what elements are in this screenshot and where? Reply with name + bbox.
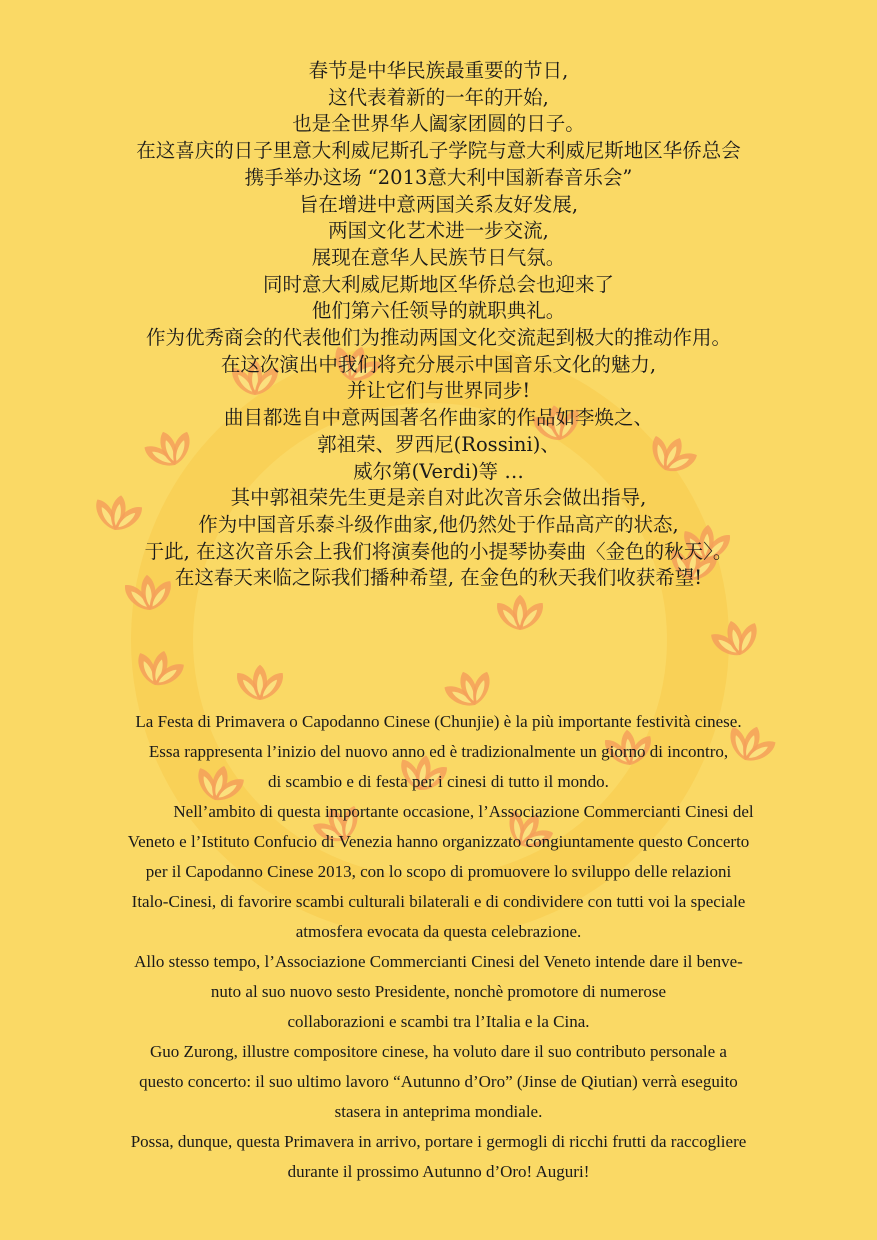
it-line: La Festa di Primavera o Capodanno Cinese (Chunjie) è la più importante festività cinese. (135, 712, 742, 731)
cn-line: 旨在增进中意两国关系友好发展, (298, 192, 579, 216)
it-line: atmosfera evocata da questa celebrazione. (295, 922, 582, 941)
it-line: Guo Zurong, illustre compositore cinese, ha voluto dare il suo contributo personale a (150, 1042, 727, 1061)
flower-icon (232, 665, 288, 705)
it-line: nuto al suo nuovo sesto Presidente, nonchè promotore di numerose (210, 982, 667, 1001)
it-line: di scambio e di festa per i cinesi di tutto il mondo. (268, 772, 609, 791)
it-line: durante il prossimo Autunno d’Oro! Auguri! (287, 1162, 590, 1181)
cn-line: 在这次演出中我们将充分展示中国音乐文化的魅力, (220, 352, 657, 376)
cn-line: 曲目都选自中意两国著名作曲家的作品如李焕之、 (223, 406, 653, 430)
cn-line: 并让它们与世界同步! (346, 379, 531, 403)
cn-line: 威尔第(Verdi)等 … (353, 459, 524, 483)
it-line: Essa rappresenta l’inizio del nuovo anno ed è tradizionalmente un giorno di incontro, (148, 742, 729, 761)
italian-intro-text (0, 707, 877, 1187)
cn-line: 作为中国音乐泰斗级作曲家,他仍然处于作品高产的状态, (198, 512, 679, 536)
cn-line: 展现在意华人民族节日气氛。 (311, 245, 566, 269)
it-line: questo concerto: il suo ultimo lavoro “Autunno d’Oro” (Jinse de Qiutian) verrà eseguito (139, 1072, 738, 1091)
it-line: Veneto e l’Istituto Confucio di Venezia hanno organizzato congiuntamente questo Concerto (127, 832, 750, 851)
cn-line: 在这春天来临之际我们播种希望, 在金色的秋天我们收获希望! (174, 566, 703, 590)
cn-line: 两国文化艺术进一步交流, (328, 219, 549, 243)
cn-line: 在这喜庆的日子里意大利威尼斯孔子学院与意大利威尼斯地区华侨总会 (136, 139, 741, 163)
chinese-intro-text (0, 58, 877, 592)
it-line: collaborazioni e scambi tra l’Italia e la Cina. (287, 1012, 590, 1031)
it-line: Nell’ambito di questa importante occasione, l’Associazione Commercianti Cinesi del (173, 802, 754, 821)
cn-line: 也是全世界华人阖家团圆的日子。 (292, 112, 585, 136)
it-line: Possa, dunque, questa Primavera in arrivo, portare i germogli di ricchi frutti da raccogliere (130, 1132, 747, 1151)
it-line: stasera in anteprima mondiale. (334, 1102, 543, 1121)
cn-line: 同时意大利威尼斯地区华侨总会也迎来了 (262, 272, 614, 296)
cn-line: 郭祖荣、罗西尼(Rossini)、 (317, 432, 560, 456)
it-line: Allo stesso tempo, l’Associazione Commercianti Cinesi del Veneto intende dare il benve- (134, 952, 743, 971)
it-line: Italo-Cinesi, di favorire scambi culturali bilaterali e di condividere con tutti voi la speciale (131, 892, 746, 911)
flower-icon (492, 595, 548, 635)
cn-line: 其中郭祖荣先生更是亲自对此次音乐会做出指导, (230, 486, 647, 510)
it-line: per il Capodanno Cinese 2013, con lo scopo di promuovere lo sviluppo delle relazioni (145, 862, 732, 881)
cn-line: 作为优秀商会的代表他们为推动两国文化交流起到极大的推动作用。 (145, 326, 731, 350)
cn-line: 携手举办这场 “2013意大利中国新春音乐会” (244, 165, 633, 189)
cn-line: 春节是中华民族最重要的节日, (308, 59, 569, 82)
cn-line: 他们第六任领导的就职典礼。 (311, 299, 566, 323)
cn-line: 于此, 在这次音乐会上我们将演奏他的小提琴协奏曲〈金色的秋天〉。 (144, 539, 733, 563)
cn-line: 这代表着新的一年的开始, (328, 85, 549, 109)
